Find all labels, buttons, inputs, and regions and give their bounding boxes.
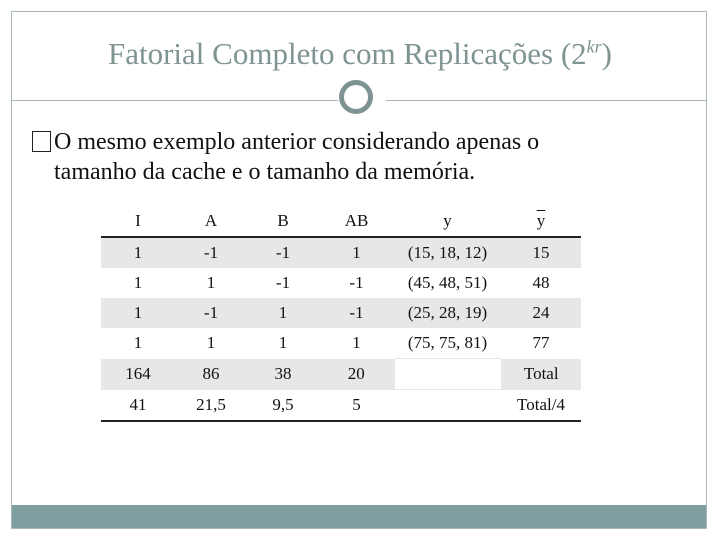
table-row bbox=[101, 237, 581, 268]
header-cell: A bbox=[175, 206, 247, 237]
header-cell: AB bbox=[319, 206, 394, 237]
header-cell-ybar: $\overline{y}$ bbox=[501, 206, 581, 237]
table-cell: 1 bbox=[133, 333, 143, 353]
table-row bbox=[101, 328, 581, 359]
table-header-row bbox=[101, 206, 581, 237]
table-cell: 1 bbox=[247, 298, 319, 328]
footer-bar bbox=[12, 505, 706, 528]
header-cell: B bbox=[247, 206, 319, 237]
table-cell: 21,5 bbox=[175, 390, 247, 422]
table-cell: -1 bbox=[247, 237, 319, 268]
table-cell: 1 bbox=[133, 273, 143, 292]
header-cell: I bbox=[101, 206, 175, 237]
table-cell-empty bbox=[394, 390, 501, 422]
bullet-line-1: O mesmo exemplo anterior considerando apenas o bbox=[54, 129, 540, 155]
header-cell: y bbox=[394, 206, 501, 237]
bullet-text bbox=[54, 127, 694, 187]
table-cell: Total bbox=[501, 359, 581, 390]
table-cell: 1 bbox=[206, 333, 216, 353]
table-cell: 1 bbox=[101, 237, 175, 268]
table-row bbox=[101, 298, 581, 328]
table-cell: 1 bbox=[206, 273, 216, 292]
table-cell: 1 bbox=[101, 298, 175, 328]
table-cell: 5 bbox=[319, 390, 394, 422]
table-cell: -1 bbox=[175, 298, 247, 328]
table-row bbox=[101, 268, 581, 298]
table-cell: 1 bbox=[319, 237, 394, 268]
table-cell: -1 bbox=[319, 298, 394, 328]
bullet-line-2: tamanho da cache e o tamanho da memória. bbox=[54, 159, 476, 185]
table-total-row bbox=[101, 359, 581, 390]
table-cell: (75, 75, 81) bbox=[407, 333, 488, 352]
table-cell: 1 bbox=[278, 333, 288, 353]
table-cell: -1 bbox=[349, 273, 364, 292]
table-cell-empty bbox=[394, 359, 501, 390]
table-cell: 86 bbox=[175, 359, 247, 390]
table-cell: 164 bbox=[101, 359, 175, 390]
table-cell: 48 bbox=[532, 273, 550, 292]
table-cell: 77 bbox=[532, 333, 550, 353]
title-exponent: kr bbox=[586, 36, 602, 57]
table-cell: 38 bbox=[247, 359, 319, 390]
factorial-table bbox=[101, 206, 581, 422]
table-cell: -1 bbox=[175, 237, 247, 268]
bullet-box-icon bbox=[32, 131, 51, 152]
table-cell: Total/4 bbox=[501, 390, 581, 422]
table-cell: (25, 28, 19) bbox=[394, 298, 501, 328]
table-cell: 9,5 bbox=[247, 390, 319, 422]
table-average-row bbox=[101, 390, 581, 422]
table-cell: 20 bbox=[319, 359, 394, 390]
table-cell: 41 bbox=[101, 390, 175, 422]
table-cell: -1 bbox=[275, 273, 291, 292]
divider-circle-icon bbox=[339, 80, 373, 114]
title-divider-left bbox=[12, 100, 338, 101]
table-cell: (45, 48, 51) bbox=[407, 273, 488, 292]
title-divider-right bbox=[386, 100, 706, 101]
table-cell: 24 bbox=[501, 298, 581, 328]
table-cell: (15, 18, 12) bbox=[394, 237, 501, 268]
slide-title: Fatorial Completo com Replicações $(2^{kr})$ bbox=[108, 36, 612, 71]
table-cell: 1 bbox=[352, 333, 361, 353]
table-cell: 15 bbox=[501, 237, 581, 268]
